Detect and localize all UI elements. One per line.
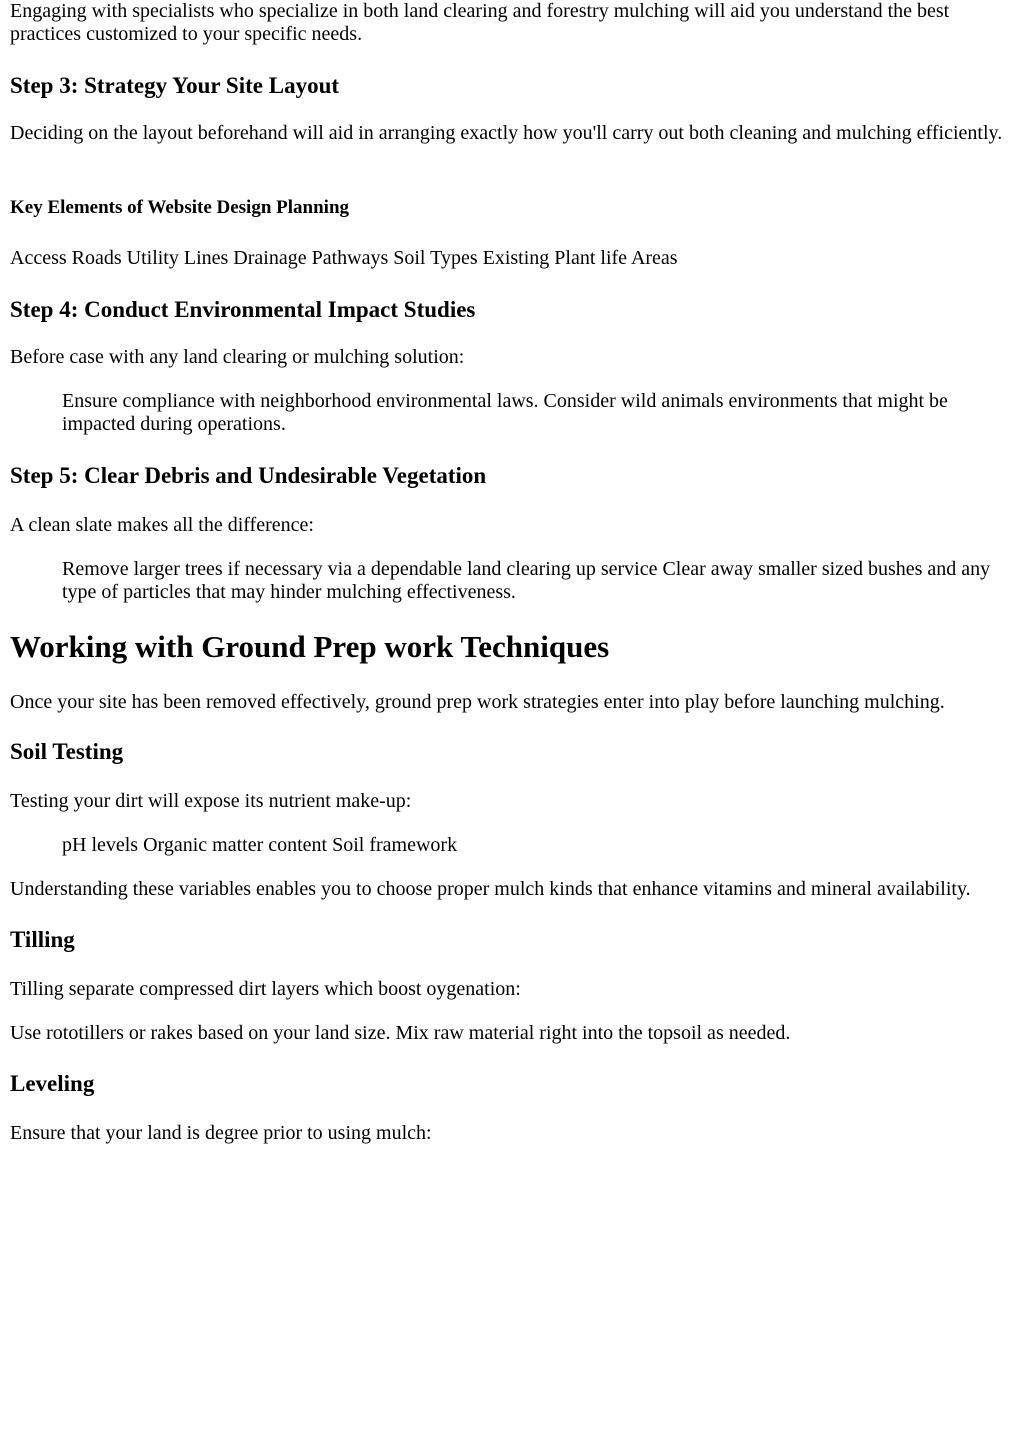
step4-heading: Step 4: Conduct Environmental Impact Studies	[10, 297, 476, 322]
soil-testing-note: Understanding these variables enables you to choose proper mulch kinds that enhance vitamins and mineral availability.	[10, 878, 971, 900]
ground-prep-heading: Working with Ground Prep work Techniques	[10, 629, 610, 664]
tilling-list: Use rototillers or rakes based on your land size. Mix raw material right into the topsoil as needed.	[10, 1022, 791, 1044]
key-elements-heading: Key Elements of Website Design Planning	[10, 197, 350, 218]
step5-list: Remove larger trees if necessary via a dependable land clearing up service Clear away smaller sized bushes and any type of particles that may hinder mulching effectiveness.	[62, 558, 991, 603]
ground-prep-paragraph: Once your site has been removed effectively, ground prep work strategies enter into play before launching mulching.	[10, 691, 945, 713]
step4-list: Ensure compliance with neighborhood environmental laws. Consider wild animals environments that might be impacted during operations.	[62, 390, 948, 435]
key-elements-list: Access Roads Utility Lines Drainage Pathways Soil Types Existing Plant life Areas	[10, 247, 678, 269]
tilling-heading: Tilling	[10, 927, 75, 952]
soil-testing-list: pH levels Organic matter content Soil framework	[62, 834, 458, 856]
step4-paragraph: Before case with any land clearing or mulching solution:	[10, 346, 465, 368]
step3-paragraph: Deciding on the layout beforehand will aid in arranging exactly how you'll carry out both cleaning and mulching efficiently.	[10, 122, 1003, 144]
soil-testing-paragraph: Testing your dirt will expose its nutrient make-up:	[10, 790, 412, 812]
step5-heading: Step 5: Clear Debris and Undesirable Vegetation	[10, 463, 487, 488]
leveling-paragraph: Ensure that your land is degree prior to using mulch:	[10, 1122, 432, 1144]
step5-paragraph: A clean slate makes all the difference:	[10, 514, 314, 536]
intro-paragraph: Engaging with specialists who specialize in both land clearing and forestry mulching will aid you understand the best practices customized to your specific needs.	[10, 0, 950, 45]
soil-testing-heading: Soil Testing	[10, 739, 124, 764]
step3-heading: Step 3: Strategy Your Site Layout	[10, 73, 340, 98]
tilling-paragraph: Tilling separate compressed dirt layers which boost oygenation:	[10, 978, 521, 1000]
leveling-heading: Leveling	[10, 1071, 95, 1096]
